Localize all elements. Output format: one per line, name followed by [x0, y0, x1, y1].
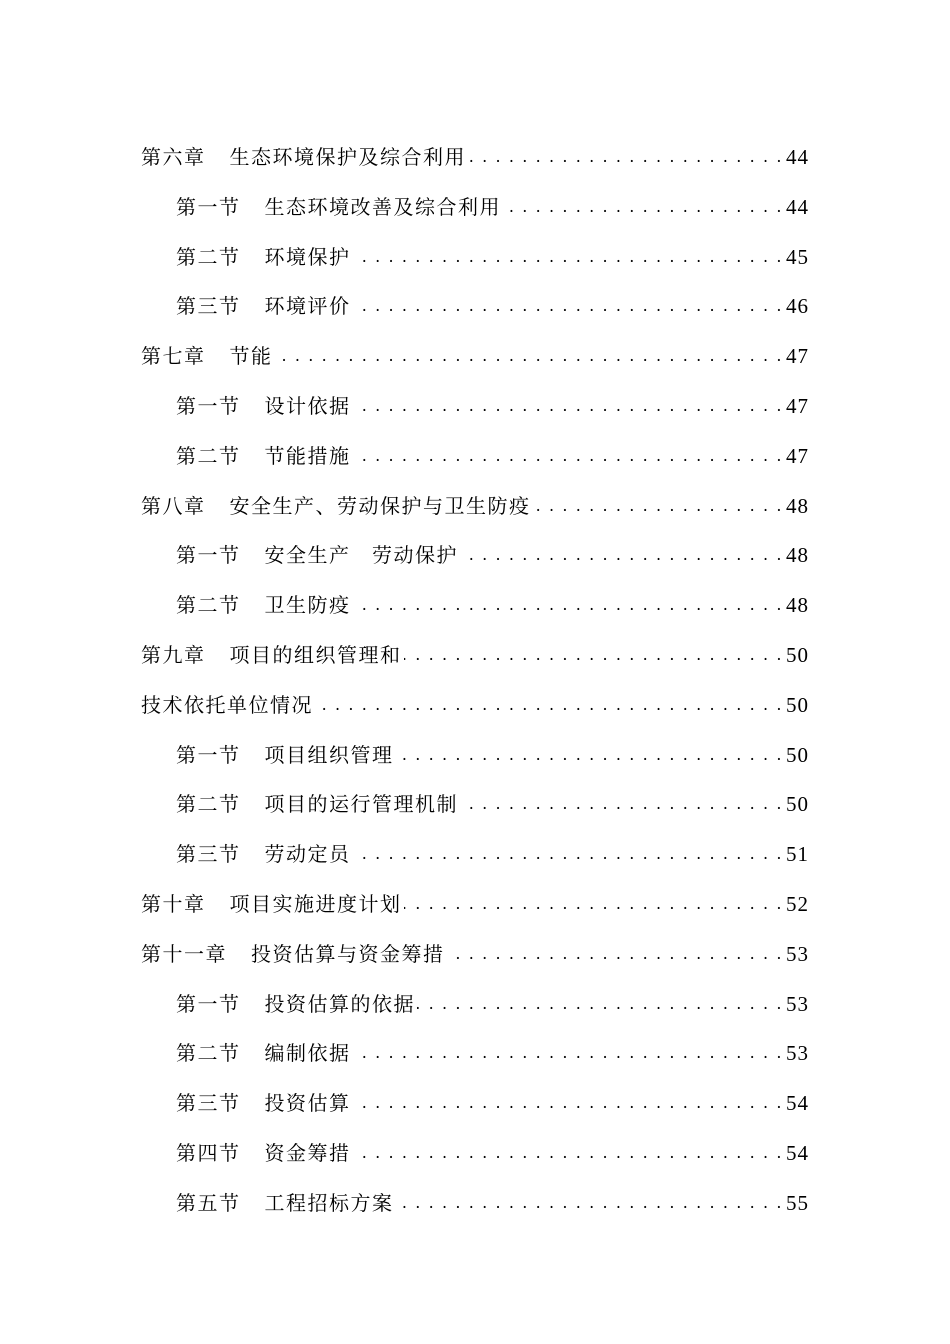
toc-entry-text: 投资估算: [264, 1091, 351, 1116]
toc-entry-text: 生态环境保护及综合利用: [229, 145, 466, 169]
toc-dot-leader: [275, 342, 784, 370]
toc-entry-label: 第三节: [176, 1091, 241, 1116]
toc-section-entry[interactable]: [176, 1177, 809, 1217]
toc-entry-title: [176, 990, 415, 1018]
toc-entry-text: 生态环境改善及综合利用: [264, 194, 501, 219]
toc-entry-text: 项目的运行管理机制: [264, 792, 458, 817]
toc-entry-label: 第二节: [176, 792, 241, 817]
toc-dot-leader: [447, 940, 784, 968]
toc-entry-text: 项目的组织管理和: [229, 643, 402, 667]
toc-dot-leader: [417, 990, 783, 1018]
toc-chapter-entry[interactable]: [141, 679, 809, 719]
toc-dot-leader: [460, 790, 783, 818]
toc-entry-title: [176, 1089, 351, 1117]
toc-page-number: 47: [786, 443, 809, 468]
toc-entry-label: 第七章: [141, 344, 206, 369]
toc-chapter-entry[interactable]: [141, 480, 809, 520]
toc-dot-leader: [533, 492, 784, 520]
toc-entry-text: 项目实施进度计划: [229, 892, 402, 916]
toc-entry-label: 第二节: [176, 244, 241, 269]
toc-section-entry[interactable]: [176, 1127, 809, 1167]
toc-page-number: 50: [786, 742, 809, 767]
toc-entry-text: 投资估算的依据: [264, 991, 415, 1016]
toc-entry-title: [141, 691, 313, 719]
toc-page-number: 50: [786, 643, 809, 667]
toc-entry-label: 第九章: [141, 643, 206, 667]
toc-page-number: 54: [786, 1141, 809, 1165]
toc-chapter-entry[interactable]: [141, 878, 809, 918]
toc-dot-leader: [353, 840, 784, 868]
toc-entry-label: 第一节: [176, 543, 241, 568]
toc-entry-title: [176, 591, 351, 619]
toc-dot-leader: [396, 741, 784, 769]
toc-page-number: 46: [786, 294, 809, 319]
toc-page-number: 52: [786, 892, 809, 916]
toc-section-entry[interactable]: [176, 231, 809, 271]
toc-entry-text: 环境保护: [264, 244, 351, 269]
toc-page-number: 51: [786, 842, 809, 867]
toc-entry-label: 第二节: [176, 593, 241, 618]
toc-entry-label: 第四节: [176, 1141, 241, 1165]
toc-entry-label: 第十一章: [141, 941, 227, 966]
toc-entry-text: 编制依据: [264, 1041, 351, 1066]
toc-page-number: 53: [786, 991, 809, 1016]
toc-section-entry[interactable]: [176, 280, 809, 320]
toc-entry-label: 第三节: [176, 842, 241, 867]
toc-entry-title: [176, 1189, 394, 1217]
toc-page-number: 48: [786, 543, 809, 568]
toc-entry-title: [141, 492, 531, 520]
toc-entry-label: 第一节: [176, 991, 241, 1016]
toc-section-entry[interactable]: [176, 1027, 809, 1067]
toc-section-entry[interactable]: [176, 181, 809, 221]
toc-dot-leader: [353, 392, 784, 420]
toc-section-entry[interactable]: [176, 729, 809, 769]
toc-entry-title: [176, 392, 351, 420]
toc-entry-label: 第一节: [176, 394, 241, 418]
toc-entry-title: [141, 890, 402, 918]
toc-entry-text: 安全生产 劳动保护: [264, 543, 458, 568]
toc-page-number: 47: [786, 344, 809, 369]
toc-entry-label: 第三节: [176, 294, 241, 319]
toc-section-entry[interactable]: [176, 778, 809, 818]
toc-entry-title: [176, 292, 351, 320]
toc-entry-title: [176, 1139, 351, 1167]
toc-section-entry[interactable]: [176, 579, 809, 619]
toc-entry-title: [176, 442, 351, 470]
toc-entry-title: [141, 342, 273, 370]
toc-entry-label: 第六章: [141, 145, 206, 169]
toc-section-entry[interactable]: [176, 1077, 809, 1117]
toc-entry-title: [176, 541, 458, 569]
toc-chapter-entry[interactable]: [141, 330, 809, 370]
toc-entry-text: 节能: [229, 344, 273, 369]
toc-chapter-entry[interactable]: [141, 928, 809, 968]
toc-entry-title: [176, 790, 458, 818]
toc-page-number: 54: [786, 1091, 809, 1116]
toc-entry-label: 第八章: [141, 493, 206, 518]
toc-dot-leader: [353, 1089, 784, 1117]
toc-entry-text: 设计依据: [264, 394, 351, 418]
toc-entry-title: [141, 940, 445, 968]
toc-dot-leader: [353, 1039, 784, 1067]
toc-entry-text: 投资估算与资金筹措: [251, 941, 445, 966]
toc-entry-label: 第一节: [176, 742, 241, 767]
toc-dot-leader: [353, 591, 784, 619]
toc-page-number: 45: [786, 244, 809, 269]
toc-entry-title: [176, 243, 351, 271]
toc-page-number: 53: [786, 941, 809, 966]
toc-entry-text: 节能措施: [264, 443, 351, 468]
toc-entry-label: 第十章: [141, 892, 206, 916]
toc-entry-title: [176, 193, 501, 221]
toc-dot-leader: [353, 442, 784, 470]
toc-entry-label: 第五节: [176, 1190, 241, 1215]
toc-entry-text: 资金筹措: [264, 1141, 351, 1165]
toc-chapter-entry[interactable]: [141, 629, 809, 669]
toc-entry-label: 第二节: [176, 443, 241, 468]
toc-section-entry[interactable]: [176, 828, 809, 868]
toc-page-number: 53: [786, 1041, 809, 1066]
toc-dot-leader: [353, 292, 784, 320]
toc-section-entry[interactable]: [176, 978, 809, 1018]
toc-page-number: 44: [786, 194, 809, 219]
toc-page-number: 44: [786, 145, 809, 169]
toc-page-number: 50: [786, 792, 809, 817]
toc-dot-leader: [353, 243, 784, 271]
toc-section-entry[interactable]: [176, 380, 809, 420]
toc-entry-title: [141, 143, 466, 171]
toc-section-entry[interactable]: [176, 430, 809, 470]
toc-entry-text: 安全生产、劳动保护与卫生防疫: [229, 493, 531, 518]
toc-entry-text: 工程招标方案: [264, 1190, 394, 1215]
toc-page-number: 50: [786, 692, 809, 717]
toc-entry-label: 第二节: [176, 1041, 241, 1066]
toc-entry-text: 劳动定员: [264, 842, 351, 867]
toc-dot-leader: [353, 1139, 784, 1167]
toc-page-number: 48: [786, 593, 809, 618]
toc-dot-leader: [503, 193, 783, 221]
toc-entry-text: 卫生防疫: [264, 593, 351, 618]
toc-entry-title: [176, 840, 351, 868]
toc-page-number: 47: [786, 394, 809, 418]
toc-dot-leader: [460, 541, 783, 569]
toc-entry-title: [141, 641, 402, 669]
toc-dot-leader: [396, 1189, 784, 1217]
toc-entry-label: 第一节: [176, 194, 241, 219]
toc-dot-leader: [404, 641, 784, 669]
toc-entry-title: [176, 1039, 351, 1067]
toc-page-number: 48: [786, 493, 809, 518]
toc-chapter-entry[interactable]: [141, 131, 809, 171]
toc-section-entry[interactable]: [176, 529, 809, 569]
toc-entry-text: 环境评价: [264, 294, 351, 319]
toc-page-number: 55: [786, 1190, 809, 1215]
toc-dot-leader: [315, 691, 783, 719]
toc-dot-leader: [468, 143, 783, 171]
toc-entry-text: 项目组织管理: [264, 742, 394, 767]
toc-entry-text: 技术依托单位情况: [141, 692, 313, 717]
toc-entry-title: [176, 741, 394, 769]
toc-dot-leader: [404, 890, 784, 918]
